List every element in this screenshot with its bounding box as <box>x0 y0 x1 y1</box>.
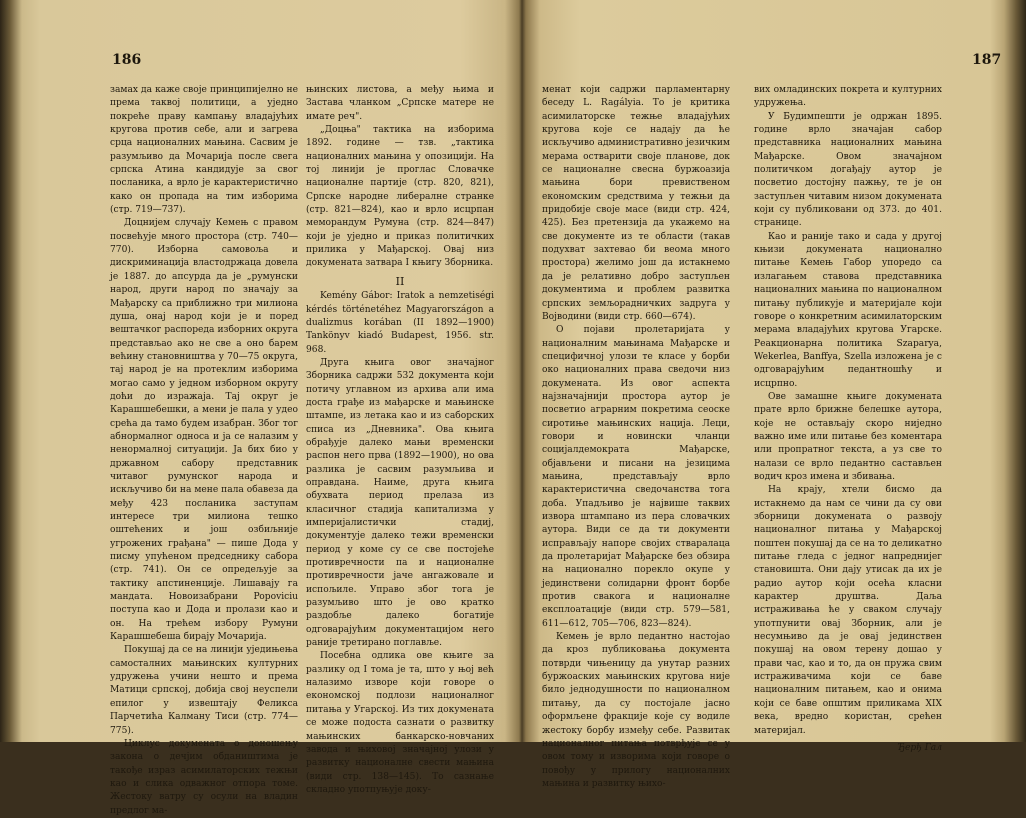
citation: Kemény Gábor: Iratok a nemzetiségi kérdés történetéhez Magyarországon a dualizmus korában (II 1892—1900) Tankönyv kiadó Budapest, 1956. str. 968. <box>306 291 494 355</box>
paragraph: Као и раније тако и сада у другој књизи докумената национално питање Кемењ Габор упоредо са излагањем ставова представника националних мањина по националном питању публикује и материјале који говоре о конкретним асимилаторским мерама владајућих кругова Угарске. Реакционарна политика Szaparya, Wekerlea, Banffya, Szella изложена је с одговарајућим педантношћу и исцрпно. <box>754 231 942 389</box>
paragraph: Посебна одлика ове књиге за разлику од I тома је та, што у њој већ налазимо изворе који говоре о економској подлози националног питања у Угарској. Из тих докумената се може подоста сазнати о развитку мањинских банкарско-новчаних завода и њиховој значајној улози у развитку националне свести мањина (види стр. 138—145). То сазнање складно употпуњује доку- <box>306 651 494 795</box>
right-page <box>528 0 1016 789</box>
paragraph: Покушај да се на линији уједињења самосталних мањинских културних удружења учини нешто и према Матици српској, добија свој неуспели епилог у извештају Феликса Парчетића Калману Тиси (стр. 774—775). <box>110 645 298 736</box>
paragraph: Доцнијем случају Кемењ с правом посвећује много простора (стр. 740—770). Изборна самовоља и дискриминација властодржаца довела је 1887. до апсурда да је „румунски народ, други народ по значају за Мађарску са приближно три милиона душа, онај народ који је и поред вештачког распореда изборних округа представљао ако не све а оно барем већину становништва у 70—75 округа, тај народ је на протеклим изборима могао само у једном изборном округу доћи до изражаја. Тај округ је Карашшебешки, а мени је пала у удео срећа да тамо будем изабран. Због тог абнормалног односа и ја се налазим у ненормалној ситуацији. Ја бих био у државном сабору представник читавог румунског народа и искључиво би на мене пала обавеза да међу 423 посланика заступам интересе три милиона тешко оштећених и још озбиљније угрожених грађана" — пише Дода у писму упућеном председнику сабора (стр. 741). Он се опредељује за тактику апстиненције. Лишавају га мандата. Новоизабрани Popoviciu поступа као и Дода и пролази као и он. На трећем избору Румуни Карашшебеша бирају Мочарија. <box>110 218 298 643</box>
paragraph: „Доцња" тактика на изборима 1892. године — тзв. „тактика националних мањина у опозицији. На тој линији је проглас Словачке националне партије (стр. 820, 821), Српске народне либералне странке (стр. 821—824), као и врло исцрпан меморандум Румуна (стр. 824—847) који је уједно и приказ политичких прилика у Мађарској. Овај низ докумената затвара I књигу Зборника. <box>306 125 494 269</box>
paragraph: замах да каже своје принципијелно не према таквој политици, а уједно покреће праву кампању владајућих кругова против себе, али и загрева срца националних мањина. Сасвим је разумљиво да Мочарија после свега српска Атина кандидује за свог посланика, а врло је карактеристично како он пропада на тим изборима (стр. 719—737). <box>110 85 298 216</box>
section-heading: II <box>395 274 405 288</box>
left-column-1 <box>110 84 298 818</box>
paragraph: Кемењ је врло педантно настојао да кроз публиковања документа потврди чињеницу да унутар разних буржоаских мањинских кругова није било једнодушности по националном питању, да су постојале јасно оформљене фракције које су водиле жестоку борбу између себе. Развитак националног питања потврђује се у овом тому и изворима који говоре о повођу у прилогу националних мањина и развитку њихо- <box>542 632 730 789</box>
right-column-1 <box>542 84 730 791</box>
paragraph: Циклус докумената о доношењу закона о дечјим обдаништима је такође израз асимилаторских тежњи као и слика одважног отпора томе. Жестоку ватру су осули на владин предлог ма- <box>110 738 298 816</box>
page-number: 186 <box>112 52 142 68</box>
left-page <box>22 0 516 816</box>
paragraph: менат који садржи парламентарну беседу L. Ragályia. То је критика асимилаторске тежње владајућих кругова које се надају да ће искључиво административно језичким мерама остварити своје планове, док се националне свесна буржоазија мањина бори превиственом економским средствима у тежњи да придобије своје масе (види стр. 424, 425). Без претензија да укажемо на све документе из те области (такав подухват захтевао би веома много простора) желимо још да истакнемо да је релативно добро заступљен документима и проблем развитка српских земљорадничких задруга у Војводини (види стр. 660—674). <box>542 85 730 322</box>
paragraph: На крају, хтели бисмо да истакнемо да нам се чини да су ови зборници докумената о развоју националног питања у Мађарској поштен покушај да се на то деликатно питање гледа с једног напреднијег становишта. Они дају утисак да их је радио аутор који осећа класни карактер друштва. Даља истраживања ће у сваком случају употпунити овај Зборник, али је несумњиво да је овај јединствен покушај на овом терену дошао у прави час, као и то, да он пружа свим истраживачима који се баве националним питањем, као и онима који се баве општим приликама XIX века, вредно користан, срећен материјал. <box>754 485 942 736</box>
right-column-2 <box>754 84 942 755</box>
left-column-2 <box>306 84 494 797</box>
paragraph: О појави пролетаријата у националним мањинама Мађарске и специфичној улози те класе у борби око националних права сведочи низ докумената. Из овог аспекта најзначајнији простора аутор је посветио аграрним покретима сеоске сиротиње мањинских нација. Леци, говори и новински чланци социјалдемократа Мађарске, објављени и писани на језицима мањина, представљају врло карактеристична сведочанства тога доба. Упадљиво је највише таквих извора штампано из пера словачких аутора. Види се да ти документи исправљају напоре својих стваралаца да пролетаријат Мађарске без обзира на национално порекло окупе у јединствени солидарни фронт борбе против свакога и националне експлоатације (види стр. 579—581, 611—612, 705—706, 823—824). <box>542 325 730 629</box>
paragraph: Ове замашне књиге докумената прате врло брижне белешке аутора, које не остављају скоро ниједно важно име или питање без коментара или пропратног текста, а уз све то налази се врло педантно састављен водич кроз имена и збивања. <box>754 391 942 482</box>
page-number: 187 <box>972 52 1002 68</box>
paragraph: вих омладинских покрета и културних удружења. <box>754 85 942 109</box>
author-signature: Ђерђ Гал <box>897 742 942 753</box>
paragraph: њинских листова, а међу њима и Застава чланком „Српске матере не имате реч". <box>306 85 494 122</box>
paragraph: У Будимпешти је одржан 1895. године врло значајан сабор представника националних мањина Мађарске. Овом значајном политичком догађају аутор је посветио достојну пажњу, те је он заступљен читавим низом докумената који су публиковани од 373. до 401. странице. <box>754 111 942 229</box>
paragraph: Друга књига овог значајног Зборника садржи 532 документа који потичу углавном из архива али има доста грађе из мађарске и мањинске штампе, из летака као и из саборских списа из „Дневника". Ова књига обрађује далеко мањи временски распон него прва (1892—1900), но ова разлика је сасвим разумљива и оправдана. Наиме, друга књига обухвата период прелаза из класичног стадија капитализма у империјалистички стадиј, документује далеко тежи временски период у коме су се све постојеће противречности па и националне противречности јаче ангажовале и испољиле. Управо због тога је разумљиво што је ово кратко раздобље далеко богатије одговарајућим документацијом него раније третирано поглавље. <box>306 357 494 649</box>
